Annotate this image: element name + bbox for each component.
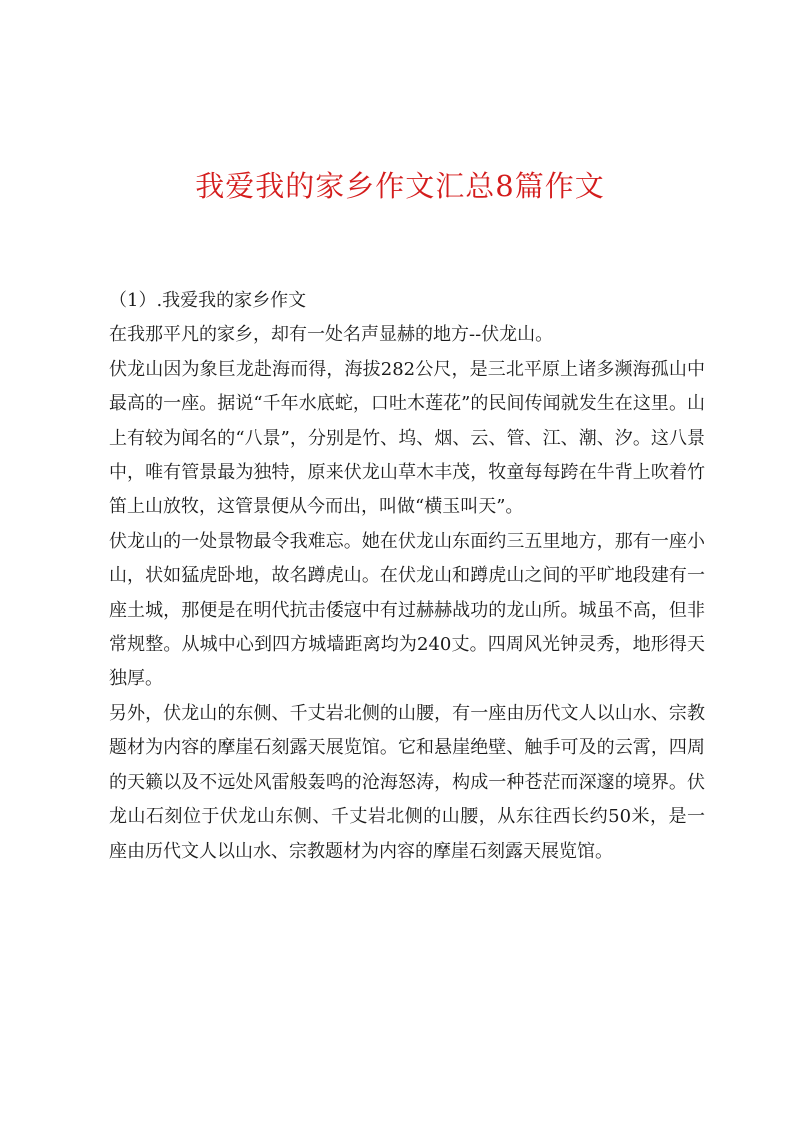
paragraph-stone-carvings: 另外，伏龙山的东侧、千丈岩北侧的山腰，有一座由历代文人以山水、宗教题材为内容的摩崖石刻露天展览馆。它和悬崖绝壁、触手可及的云霄，四周的天籁以及不远处风雷般轰鸣的沧海怒涛，构成一种苍茫而深邃的境界。伏龙山石刻位于伏龙山东侧、千丈岩北侧的山腰，从东往西长约50米，是一座由历代文人以山水、宗教题材为内容的摩崖石刻露天展览馆。	[109, 702, 705, 862]
paragraph-intro: 在我那平凡的家乡，却有一处名声显赫的地方--伏龙山。	[109, 324, 554, 346]
paragraph-fulong-mountain: 伏龙山因为象巨龙赴海而得，海拔282公尺，是三北平原上诸多濒海孤山中最高的一座。据说“千年水底蛇，口吐木莲花”的民间传闻就发生在这里。山上有较为闻名的“八景”，分别是竹、坞、烟、云、管、江、潮、汐。这八景中，唯有管景最为独特，原来伏龙山草木丰茂，牧童每每跨在牛背上吹着竹笛上山放牧，这管景便从今而出，叫做“横玉叫天”。	[109, 358, 705, 518]
document-body	[109, 284, 705, 869]
section-heading: （1）.我爱我的家乡作文	[109, 290, 307, 311]
paragraph-dunhu-mountain: 伏龙山的一处景物最令我难忘。她在伏龙山东面约三五里地方，那有一座小山，状如猛虎卧地，故名蹲虎山。在伏龙山和蹲虎山之间的平旷地段建有一座土城，那便是在明代抗击倭寇中有过赫赫战功的龙山所。城虽不高，但非常规整。从城中心到四方城墙距离均为240丈。四周风光钟灵秀，地形得天独厚。	[109, 530, 705, 690]
document-title: 我爱我的家乡作文汇总8篇作文	[195, 169, 605, 203]
